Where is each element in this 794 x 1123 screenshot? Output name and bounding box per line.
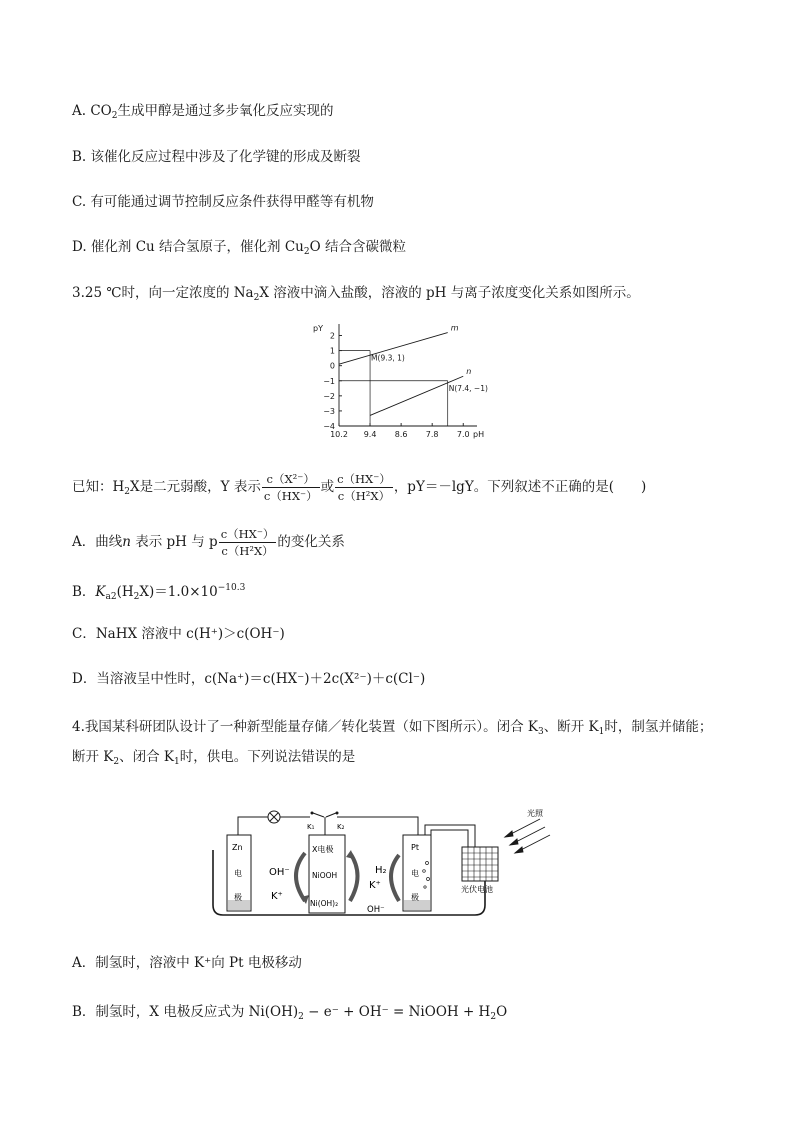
light-arrows-icon: [505, 819, 550, 853]
x-tick-label: 9.4: [363, 430, 377, 439]
q4-stem-line2: 断开 $K_2$、闭合 $K_1$时，供电。下列说法错误的是: [72, 749, 356, 767]
y-tick-label: 2: [329, 331, 335, 341]
k-right-label: K⁺: [369, 880, 381, 891]
y-tick-label: 1: [329, 346, 335, 356]
q3-option-d: D．当溶液呈中性时，c(Na⁺)＝c(HX⁻)＋2c(X²⁻)＋c(Cl⁻): [72, 671, 426, 687]
x-tick-label: 7.8: [425, 430, 439, 439]
q3-option-a: A．曲线n 表示 pH 与 p $\frac{c(HX^-)}{\text{c（H²X）}}$ 的变化关系: [72, 527, 345, 558]
h2-label: H₂: [375, 865, 387, 876]
fraction-hx-h2x-2: $\frac{c(HX^-)}{\text{c（H²X）}}$: [220, 527, 275, 558]
zn-label: Zn: [232, 843, 243, 852]
y-tick-label: −4: [323, 422, 335, 431]
q3-option-b: B．$K_{a2}(H_2X)=1.0\times 10^{-10.3}$: [72, 583, 246, 602]
pv-cell-label: 光伏电池: [461, 885, 493, 894]
point-label: N(7.4, −1): [448, 383, 488, 393]
x-tick-label: 10.2: [330, 430, 348, 439]
y-tick-label: 0: [329, 361, 335, 371]
curved-arrow-right: [350, 853, 358, 901]
y-tick-label: −3: [323, 406, 335, 416]
series-label-m: m: [450, 323, 459, 333]
y-tick-label: −2: [323, 391, 335, 401]
curved-arrow-pt: [391, 855, 399, 901]
oh-left-label: OH⁻: [269, 867, 290, 878]
zn-electrode-char-1: 电: [234, 869, 242, 878]
q2-option-a: A. $CO_2$生成甲醇是通过多步氧化反应实现的: [72, 103, 334, 121]
k2-label: K₂: [337, 823, 345, 831]
wire-pv-2: [431, 830, 468, 847]
q3-known: 已知：$H_2X$是二元弱酸，Y 表示 $\frac{\text{c（X²⁻）}}{c(HX^-)}$ 或 $\frac{c(HX^-)}{\text{c（H²X）}}$ ，pY＝－lgY。下列叙述不正确的是( ): [72, 472, 647, 503]
pt-electrode-char-1: 电: [411, 869, 419, 878]
ph-py-chart: [303, 320, 488, 445]
series-label-n: n: [466, 367, 472, 377]
q4-stem-line1: 4.我国某科研团队设计了一种新型能量存储／转化装置（如下图所示）。闭合 $K_3$、断开 $K_1$时，制氢并储能；: [72, 719, 713, 737]
q3-option-c: C．NaHX 溶液中 c(H⁺)＞c(OH⁻): [72, 626, 285, 642]
pt-label: Pt: [411, 843, 419, 852]
k-left-label: K⁺: [271, 891, 283, 902]
q2-option-d: D. 催化剂 Cu 结合氢原子，催化剂 $Cu_2O$ 结合含碳微粒: [72, 239, 406, 257]
q3-stem: 3.25 ℃时，向一定浓度的 $Na_2X$ 溶液中滴入盐酸，溶液的 pH 与离子浓度变化关系如图所示。: [72, 285, 640, 303]
q2-option-b: B. 该催化反应过程中涉及了化学键的形成及断裂: [72, 149, 361, 165]
x-tick-label: 8.6: [394, 430, 408, 439]
light-label: 光照: [527, 809, 543, 818]
zn-electrode-char-2: 极: [234, 893, 242, 902]
switch-k1: [311, 812, 325, 818]
x-axis-label: pH: [473, 430, 485, 439]
energy-storage-device-diagram: [205, 805, 585, 920]
y-axis-label: pY: [313, 324, 323, 333]
pv-cell: [462, 847, 498, 881]
y-tick-label: −1: [323, 376, 335, 386]
niooh-label: NiOOH: [312, 871, 338, 880]
k1-label: K₁: [307, 823, 315, 831]
series-line-n: [370, 376, 463, 415]
q2-option-c: C. 有可能通过调节控制反应条件获得甲醛等有机物: [72, 194, 374, 210]
q4-option-a: A．制氢时，溶液中 K⁺向 Pt 电极移动: [72, 955, 302, 971]
switch-k2: [326, 812, 339, 818]
oh-right-label: OH⁻: [367, 905, 385, 915]
x-electrode-label: X电极: [312, 845, 334, 854]
x-tick-label: 7.0: [456, 430, 470, 439]
electrolyte-tank: [213, 850, 485, 915]
nioh2-label: Ni(OH)₂: [310, 899, 339, 908]
fraction-x2-hx: $\frac{\text{c（X²⁻）}}{c(HX^-)}$: [263, 472, 318, 503]
q4-option-b: B．制氢时，X 电极反应式为 $Ni(OH)_2 - e^- + OH^-$ = NiOOH + $H_2O$: [72, 1004, 508, 1022]
curved-arrow-left: [296, 853, 305, 901]
wire-right: [337, 817, 418, 835]
pt-electrode-char-2: 极: [411, 893, 419, 902]
point-label: M(9.3, 1): [371, 353, 405, 363]
lamp-icon: [268, 811, 280, 823]
fraction-hx-h2x: $\frac{c(HX^-)}{\text{c（H²X）}}$: [337, 472, 391, 503]
